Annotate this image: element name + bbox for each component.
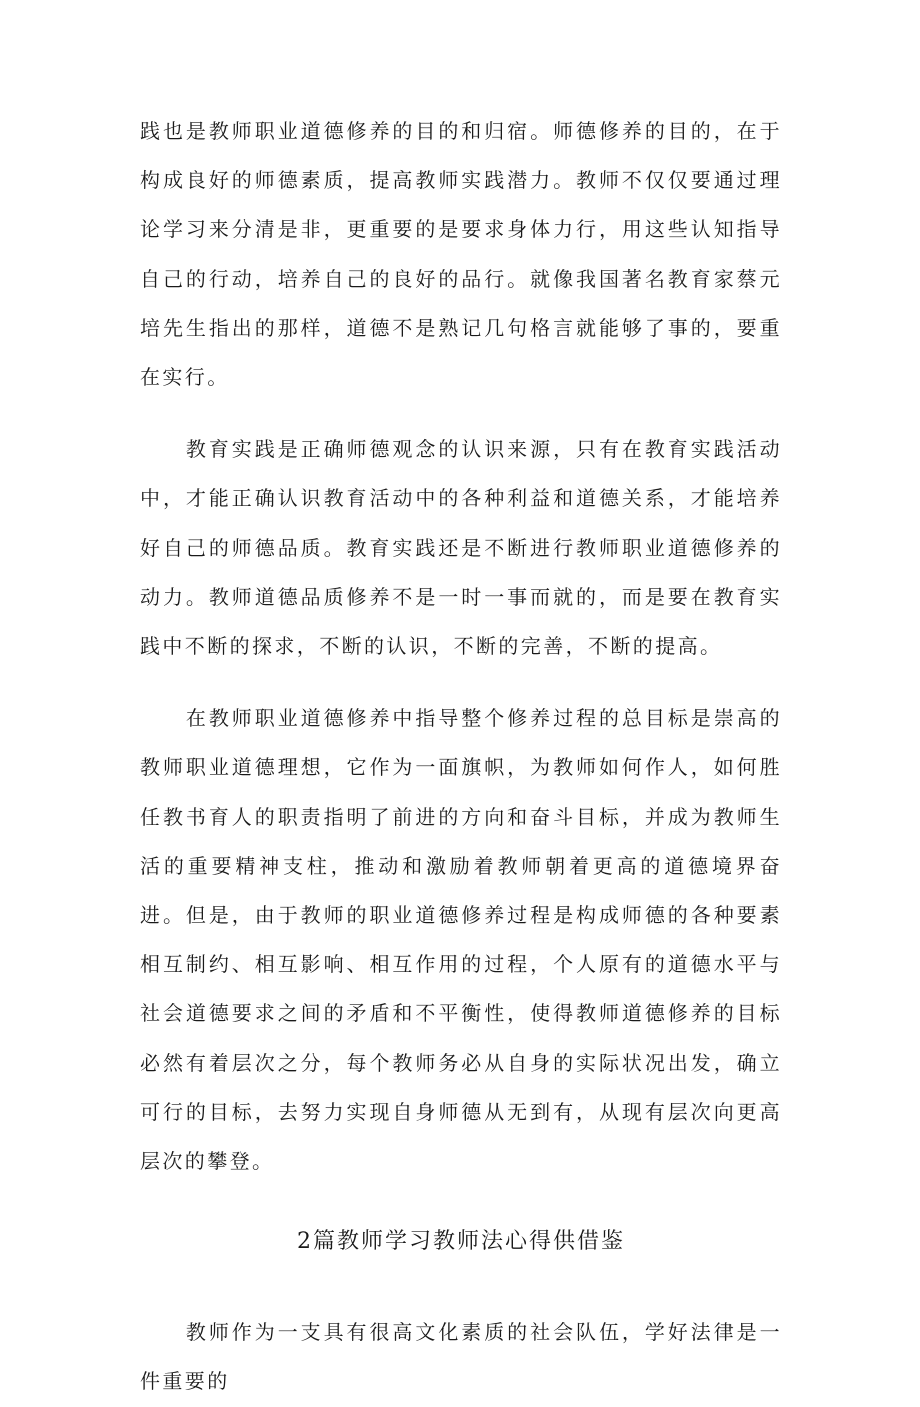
paragraph-moral-ideal: 在教师职业道德修养中指导整个修养过程的总目标是崇高的教师职业道德理想，它作为一面旗帜，为教师如何作人，如何胜任教书育人的职责指明了前进的方向和奋斗目标，并成为教师生活的重要精神支柱，推动和激励着教师朝着更高的道德境界奋进。但是，由于教师的职业道德修养过程是构成师德的各种要素相互制约、相互影响、相互作用的过程，个人原有的道德水平与社会道德要求之间的矛盾和不平衡性，使得教师道德修养的目标必然有着层次之分，每个教师务必从自身的实际状况出发，确立可行的目标，去努力实现自身师德从无到有，从现有层次向更高层次的攀登。 [140, 706, 782, 1174]
document-body [140, 107, 782, 1407]
section-heading: 2篇教师学习教师法心得供借鉴 [297, 1229, 625, 1255]
paragraph-practice-goal: 践也是教师职业道德修养的目的和归宿。师德修养的目的，在于构成良好的师德素质，提高教师实践潜力。教师不仅仅要通过理论学习来分清是非，更重要的是要求身体力行，用这些认知指导自己的行动，培养自己的良好的品行。就像我国著名教育家蔡元培先生指出的那样，道德不是熟记几句格言就能够了事的，要重在实行。 [140, 119, 782, 390]
paragraph-law-study: 教师作为一支具有很高文化素质的社会队伍，学好法律是一件重要的 [140, 1320, 782, 1394]
paragraph-practice-source: 教育实践是正确师德观念的认识来源，只有在教育实践活动中，才能正确认识教育活动中的各种利益和道德关系，才能培养好自己的师德品质。教育实践还是不断进行教师职业道德修养的动力。教师道德品质修养不是一时一事而就的，而是要在教育实践中不断的探求，不断的认识，不断的完善，不断的提高。 [140, 437, 782, 659]
